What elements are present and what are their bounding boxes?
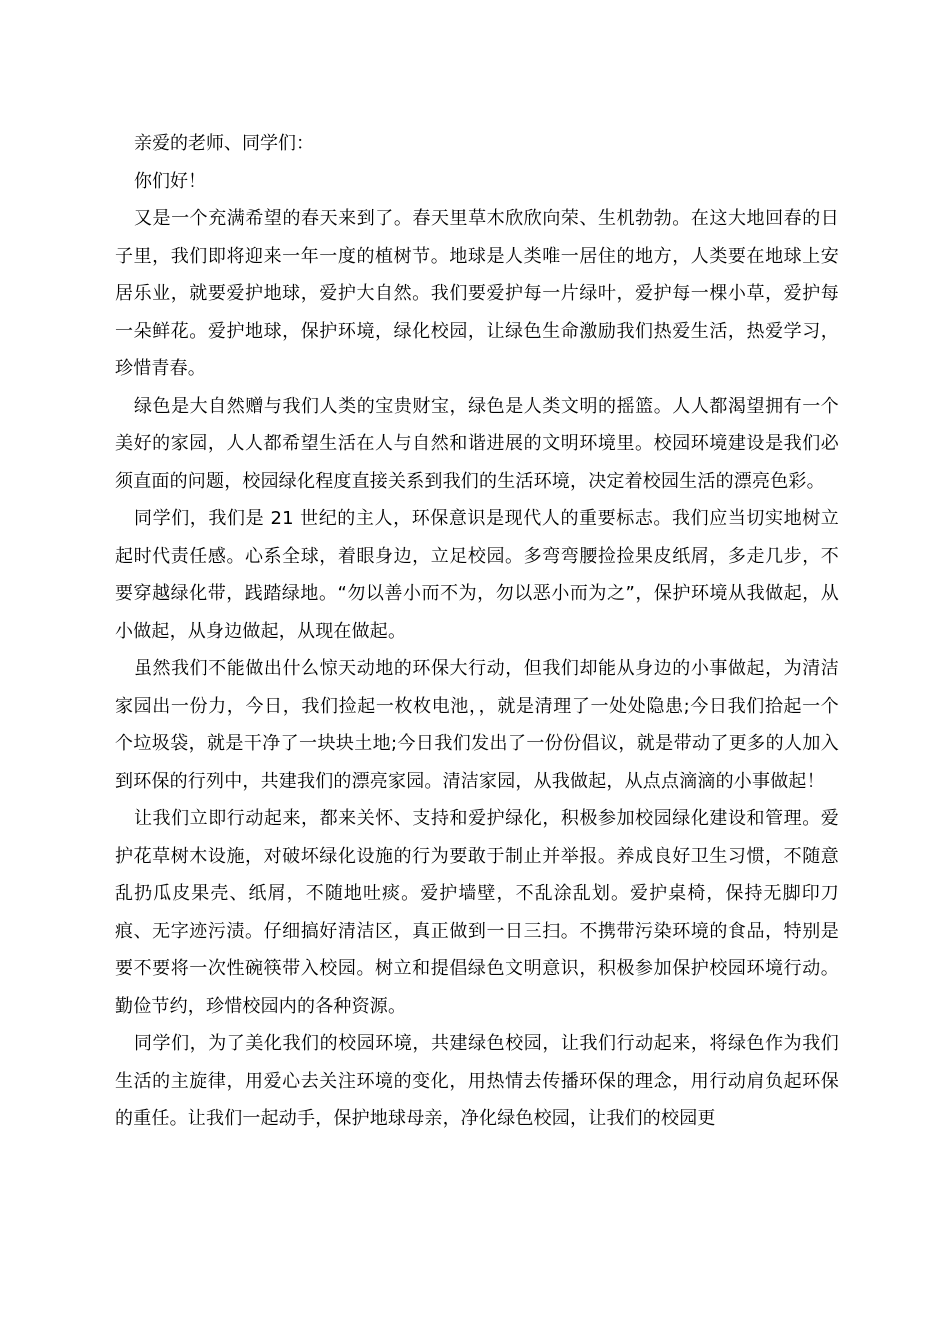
salutation: 亲爱的老师、同学们： [134, 133, 314, 154]
paragraph-4: 虽然我们不能做出什么惊天动地的环保大行动，但我们却能从身边的小事做起，为清洁家园出一份力，今日，我们捡起一枚枚电池，，就是清理了一处处隐患;今日我们拾起一个个垃圾袋，就是干净了一块块土地;今日我们发出了一份份倡议，就是带动了更多的人加入到环保的行列中，共建我们的漂亮家园。清洁家园，从我做起，从点点滴滴的小事做起！ [115, 658, 839, 792]
letter-body [115, 125, 839, 1138]
greeting: 你们好！ [134, 170, 206, 192]
paragraph-5: 让我们立即行动起来，都来关怀、支持和爱护绿化，积极参加校园绿化建设和管理。爱护花草树木设施，对破坏绿化设施的行为要敢于制止并举报。养成良好卫生习惯，不随意乱扔瓜皮果壳、纸屑，不随地吐痰。爱护墙壁，不乱涂乱划。爱护桌椅，保持无脚印刀痕、无字迹污渍。仔细搞好清洁区，真正做到一日三扫。不携带污染环境的食品，特别是要不要将一次性碗筷带入校园。树立和提倡绿色文明意识，积极参加保护校园环境行动。勤俭节约，珍惜校园内的各种资源。 [115, 808, 839, 1017]
paragraph-1: 又是一个充满希望的春天来到了。春天里草木欣欣向荣、生机勃勃。在这大地回春的日子里，我们即将迎来一年一度的植树节。地球是人类唯一居住的地方，人类要在地球上安居乐业，就要爱护地球，爱护大自然。我们要爱护每一片绿叶，爱护每一棵小草，爱护每一朵鲜花。爱护地球，保护环境，绿化校园，让绿色生命激励我们热爱生活，热爱学习，珍惜青春。 [115, 208, 839, 379]
paragraph-6: 同学们，为了美化我们的校园环境，共建绿色校园，让我们行动起来，将绿色作为我们生活的主旋律，用爱心去关注环境的变化，用热情去传播环保的理念，用行动肩负起环保的重任。让我们一起动手，保护地球母亲，净化绿色校园，让我们的校园更 [115, 1033, 839, 1129]
paragraph-3: 同学们，我们是 21 世纪的主人，环保意识是现代人的重要标志。我们应当切实地树立起时代责任感。心系全球，着眼身边，立足校园。多弯弯腰捡捡果皮纸屑，多走几步，不要穿越绿化带，践踏绿地。“勿以善小而不为，勿以恶小而为之”，保护环境从我做起，从小做起，从身边做起，从现在做起。 [115, 508, 839, 642]
paragraph-2: 绿色是大自然赠与我们人类的宝贵财宝，绿色是人类文明的摇篮。人人都渴望拥有一个美好的家园，人人都希望生活在人与自然和谐进展的文明环境里。校园环境建设是我们必须直面的问题，校园绿化程度直接关系到我们的生活环境，决定着校园生活的漂亮色彩。 [115, 395, 839, 492]
